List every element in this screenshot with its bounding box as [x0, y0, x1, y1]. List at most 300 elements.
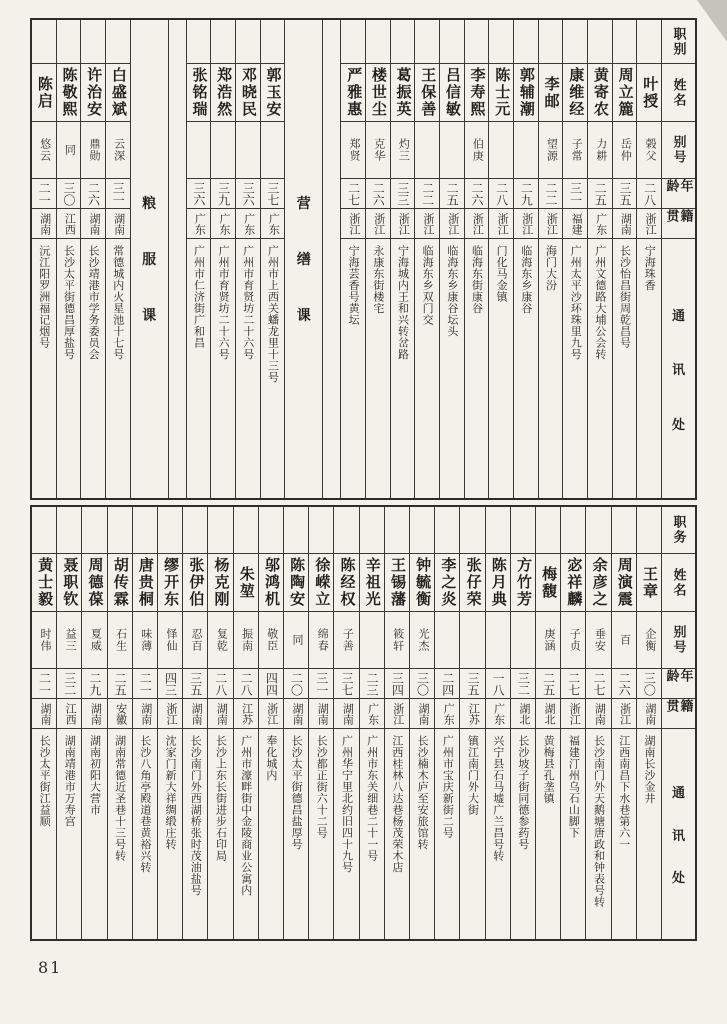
- age-cell: [536, 669, 560, 699]
- name-cell-text: 缪开东: [162, 557, 180, 608]
- native-origin-cell: [32, 699, 56, 729]
- name-cell-text: 严雅惠: [345, 67, 363, 118]
- name-cell: [81, 64, 105, 122]
- native-origin-cell: [106, 209, 130, 239]
- person-column: [283, 507, 308, 939]
- header-address-char: 通: [671, 785, 685, 801]
- alias-cell: [539, 122, 563, 179]
- address-cell: [32, 239, 56, 498]
- alias-cell: [440, 122, 464, 179]
- name-cell-text: 周演震: [615, 557, 633, 608]
- header-age-text: 年龄: [664, 669, 694, 684]
- duty-cell: [511, 507, 535, 554]
- address-cell: [133, 729, 157, 939]
- native-origin-cell-text: 湖南: [112, 212, 125, 235]
- name-cell-text: 黄寄农: [591, 67, 609, 118]
- name-cell-text: 郭辅潮: [517, 67, 535, 118]
- alias-cell-text: 绵春: [316, 628, 329, 652]
- native-origin-cell-text: 湖南: [38, 702, 51, 725]
- person-column: [510, 507, 535, 939]
- name-cell: [211, 64, 235, 122]
- header-duty-text: 职务: [671, 515, 687, 545]
- name-cell-text: 陈经权: [338, 557, 356, 608]
- native-origin-cell: [489, 209, 513, 239]
- native-origin-cell: [440, 209, 464, 239]
- address-cell: [32, 729, 56, 939]
- age-cell-text: 三六: [241, 181, 256, 206]
- alias-cell: [410, 612, 434, 669]
- name-cell-text: 康维经: [567, 67, 585, 118]
- native-origin-cell: [435, 699, 459, 729]
- duty-cell: [309, 507, 333, 554]
- person-column: [32, 507, 56, 939]
- native-origin-cell: [259, 699, 283, 729]
- age-cell: [211, 179, 235, 209]
- alias-cell-text: 筱轩: [391, 628, 404, 652]
- native-origin-cell-text: 湖南: [190, 702, 203, 725]
- alias-cell: [334, 612, 358, 669]
- alias-cell-text: 敬臣: [265, 628, 278, 652]
- age-cell-text: 二五: [113, 671, 128, 696]
- age-cell-text: 二九: [519, 181, 534, 206]
- duty-cell: [637, 507, 661, 554]
- address-cell: [236, 239, 260, 498]
- scan-corner-shadow: [697, 0, 727, 42]
- native-origin-cell-text: 湖南: [139, 702, 152, 725]
- person-column: [636, 20, 661, 498]
- native-origin-cell-text: 湖南: [38, 212, 51, 235]
- header-age: [662, 669, 695, 699]
- native-origin-cell: [234, 699, 258, 729]
- header-duty: [662, 507, 695, 554]
- header-address-char: 讯: [671, 362, 685, 377]
- header-alias: [662, 122, 695, 179]
- name-cell: [133, 554, 157, 612]
- alias-cell: [57, 122, 81, 179]
- person-column: [260, 20, 285, 498]
- person-column: [233, 507, 258, 939]
- address-cell-text: 长沙南门外西湖桥张时茂油盐号: [189, 735, 202, 896]
- alias-cell: [637, 612, 661, 669]
- duty-cell: [334, 507, 358, 554]
- address-cell-text: 宁海珠香: [643, 245, 656, 291]
- name-cell-text: 葛振英: [394, 67, 412, 118]
- alias-cell-text: 望源: [545, 138, 558, 162]
- native-origin-cell: [208, 699, 232, 729]
- name-cell-text: 陈士元: [493, 67, 511, 118]
- alias-cell-text: 百: [618, 634, 631, 646]
- duty-cell: [561, 507, 585, 554]
- alias-cell: [465, 122, 489, 179]
- native-origin-cell-text: 江西: [63, 212, 76, 235]
- section-divider-column: [130, 20, 168, 498]
- age-cell-text: 二一: [138, 671, 153, 696]
- person-column: [538, 20, 563, 498]
- name-cell: [57, 554, 81, 612]
- duty-cell: [536, 507, 560, 554]
- duty-cell: [586, 507, 610, 554]
- native-origin-cell-text: 安徽: [114, 702, 127, 725]
- native-origin-cell-text: 湖南: [593, 702, 606, 725]
- native-origin-cell: [563, 209, 587, 239]
- native-origin-cell-text: 湖南: [290, 702, 303, 725]
- alias-cell: [133, 612, 157, 669]
- name-cell-text: 陈敬熙: [60, 67, 78, 118]
- address-cell: [486, 729, 510, 939]
- name-cell-text: 朱堃: [237, 565, 255, 600]
- name-cell-text: 周德葆: [86, 557, 104, 608]
- native-origin-cell: [309, 699, 333, 729]
- alias-cell: [32, 122, 56, 179]
- native-origin-cell-text: 浙江: [164, 702, 177, 725]
- alias-cell: [385, 612, 409, 669]
- age-cell-text: 二八: [494, 181, 509, 206]
- address-cell: [563, 239, 587, 498]
- name-cell-text: 王保善: [419, 67, 437, 118]
- address-cell: [561, 729, 585, 939]
- age-cell: [284, 669, 308, 699]
- age-cell: [460, 669, 484, 699]
- name-cell: [465, 64, 489, 122]
- name-cell: [489, 64, 513, 122]
- address-cell: [539, 239, 563, 498]
- age-cell: [588, 179, 612, 209]
- person-column: [414, 20, 439, 498]
- address-cell: [366, 239, 390, 498]
- native-origin-cell: [465, 209, 489, 239]
- age-cell-text: 三五: [617, 181, 632, 206]
- name-cell: [208, 554, 232, 612]
- address-cell: [613, 239, 637, 498]
- address-cell-text: 长沙怡昌街周乾昌号: [618, 245, 631, 349]
- alias-cell: [637, 122, 661, 179]
- native-origin-cell-text: 江苏: [467, 702, 480, 725]
- name-cell-text: 宓祥麟: [565, 557, 583, 608]
- name-cell-text: 方竹芳: [514, 557, 532, 608]
- native-origin-cell: [236, 209, 260, 239]
- age-cell-text: 二八: [213, 671, 228, 696]
- native-origin-cell-text: 浙江: [265, 702, 278, 725]
- empty-column: [168, 20, 186, 498]
- alias-cell: [489, 122, 513, 179]
- native-origin-cell-text: 浙江: [496, 212, 509, 235]
- age-cell: [341, 179, 365, 209]
- name-cell-text: 胡传霖: [111, 557, 129, 608]
- alias-cell: [366, 122, 390, 179]
- age-cell-text: 一八: [491, 671, 506, 696]
- header-alias-text: 别号: [671, 135, 687, 165]
- age-cell: [236, 179, 260, 209]
- header-name-text: 姓名: [671, 567, 687, 598]
- address-cell-text: 广州市濠畔街中金陵商业公寓内: [239, 735, 252, 896]
- age-cell-text: 三〇: [642, 671, 657, 696]
- alias-cell: [588, 122, 612, 179]
- address-cell-text: 兴宁县石马墟广兰昌号转: [491, 735, 504, 862]
- age-cell-text: 三一: [568, 181, 583, 206]
- address-cell: [410, 729, 434, 939]
- person-column: [439, 20, 464, 498]
- age-cell-text: 四三: [163, 671, 178, 696]
- duty-cell: [236, 20, 260, 64]
- native-origin-cell: [284, 699, 308, 729]
- alias-cell: [586, 612, 610, 669]
- alias-cell-text: 光杰: [417, 628, 429, 652]
- address-cell-text: 长沙太平街江益顺: [38, 735, 51, 827]
- address-cell: [234, 729, 258, 939]
- name-cell-text: 李邮: [542, 75, 560, 110]
- duty-cell: [106, 20, 130, 64]
- duty-cell: [460, 507, 484, 554]
- name-cell: [334, 554, 358, 612]
- age-cell: [539, 179, 563, 209]
- section-label-char: 服: [142, 251, 157, 267]
- duty-cell: [81, 20, 105, 64]
- person-column: [80, 20, 105, 498]
- address-cell: [385, 729, 409, 939]
- native-origin-cell-text: 浙江: [618, 702, 631, 725]
- name-cell: [613, 64, 637, 122]
- native-origin-cell-text: 浙江: [644, 212, 657, 235]
- header-address: [662, 729, 695, 939]
- age-cell-text: 二五: [445, 181, 460, 206]
- age-cell: [334, 669, 358, 699]
- duty-cell: [32, 20, 56, 64]
- alias-cell: [211, 122, 235, 179]
- address-cell-text: 广州市育贤坊二十六号: [217, 245, 230, 360]
- age-cell-text: 二六: [371, 181, 386, 206]
- section-label-char: 课: [296, 307, 311, 323]
- name-cell: [385, 554, 409, 612]
- address-cell-text: 湖南初阳大营市: [88, 735, 101, 816]
- native-origin-cell: [588, 209, 612, 239]
- age-cell-text: 三六: [191, 181, 206, 206]
- alias-cell-text: 垂安: [593, 628, 606, 652]
- header-native-text: 籍贯: [664, 209, 694, 224]
- alias-cell: [57, 612, 81, 669]
- age-cell: [57, 669, 81, 699]
- name-cell: [360, 554, 384, 612]
- duty-cell: [486, 507, 510, 554]
- person-column: [434, 507, 459, 939]
- header-address: [662, 239, 695, 498]
- address-cell: [108, 729, 132, 939]
- native-origin-cell-text: 湖南: [341, 702, 354, 725]
- duty-cell: [187, 20, 211, 64]
- address-cell: [415, 239, 439, 498]
- roster-table-top: [30, 18, 697, 500]
- address-cell-text: 长沙靖港市学务委员会: [87, 245, 100, 360]
- address-cell: [460, 729, 484, 939]
- age-cell: [234, 669, 258, 699]
- address-cell-text: 长沙南门外天鹅塘唐政和钟表号转: [592, 735, 605, 908]
- alias-cell: [208, 612, 232, 669]
- header-age-text: 年龄: [664, 179, 694, 194]
- alias-cell-text: 悠云: [38, 138, 51, 162]
- person-column: [587, 20, 612, 498]
- age-cell: [208, 669, 232, 699]
- name-cell: [284, 554, 308, 612]
- person-column: [365, 20, 390, 498]
- name-cell-text: 钟毓衡: [414, 557, 432, 608]
- native-origin-cell-text: 湖南: [643, 702, 656, 725]
- native-origin-cell: [158, 699, 182, 729]
- address-cell-text: 临海东乡康谷坛头: [445, 245, 458, 337]
- person-column: [333, 507, 358, 939]
- address-cell-text: 广州市仁济街广和昌: [192, 245, 205, 349]
- age-cell-text: 三九: [216, 181, 231, 206]
- person-column: [210, 20, 235, 498]
- address-cell: [341, 239, 365, 498]
- native-origin-cell-text: 湖南: [316, 702, 329, 725]
- age-cell-text: 三二: [62, 671, 77, 696]
- alias-cell: [284, 612, 308, 669]
- address-cell-text: 长沙坡子街同德参药号: [516, 735, 529, 850]
- native-origin-cell: [612, 699, 636, 729]
- address-cell-text: 江西桂林八达巷杨茂荣木店: [390, 735, 403, 873]
- native-origin-cell: [410, 699, 434, 729]
- name-cell: [366, 64, 390, 122]
- age-cell-text: 二二: [420, 181, 435, 206]
- duty-cell: [284, 507, 308, 554]
- duty-cell: [208, 507, 232, 554]
- name-cell-text: 李之炎: [439, 557, 457, 608]
- age-cell: [637, 179, 661, 209]
- address-cell: [208, 729, 232, 939]
- alias-cell-text: 伯庚: [471, 138, 484, 162]
- person-column: [560, 507, 585, 939]
- name-cell: [460, 554, 484, 612]
- name-cell: [637, 554, 661, 612]
- name-cell-text: 唐贵桐: [136, 557, 154, 608]
- duty-cell: [435, 507, 459, 554]
- section-label-char: 课: [142, 307, 157, 323]
- native-origin-cell: [261, 209, 285, 239]
- header-address-char: 讯: [671, 827, 685, 843]
- native-origin-cell: [187, 209, 211, 239]
- name-cell: [341, 64, 365, 122]
- alias-cell: [360, 612, 384, 669]
- person-column: [464, 20, 489, 498]
- duty-cell: [57, 20, 81, 64]
- name-cell: [82, 554, 106, 612]
- person-column: [56, 507, 81, 939]
- duty-cell: [588, 20, 612, 64]
- address-cell-text: 长沙上东长街进步石印局: [214, 735, 227, 862]
- age-cell-text: 三五: [465, 671, 480, 696]
- age-cell: [563, 179, 587, 209]
- alias-cell-text: 企衡: [643, 628, 656, 652]
- address-cell-text: 宁海芸香号黄坛: [347, 245, 360, 326]
- age-cell: [309, 669, 333, 699]
- header-native-text: 籍贯: [664, 699, 694, 714]
- person-column: [359, 507, 384, 939]
- duty-cell: [563, 20, 587, 64]
- address-cell-text: 福建汀州乌石山脚下: [567, 735, 580, 839]
- alias-cell-text: 岳仲: [619, 138, 632, 162]
- age-cell-text: 二九: [87, 671, 102, 696]
- address-cell: [158, 729, 182, 939]
- age-cell-text: 二三: [365, 671, 380, 696]
- alias-cell: [108, 612, 132, 669]
- name-cell: [236, 64, 260, 122]
- alias-cell: [183, 612, 207, 669]
- address-cell: [187, 239, 211, 498]
- age-cell: [586, 669, 610, 699]
- age-cell: [385, 669, 409, 699]
- alias-cell: [32, 612, 56, 669]
- roster-table-bottom: [30, 505, 697, 941]
- name-cell: [309, 554, 333, 612]
- age-cell-text: 三三: [395, 181, 410, 206]
- section-label-char: 粮: [142, 195, 157, 211]
- alias-cell-text: 榖父: [644, 138, 657, 162]
- address-cell: [465, 239, 489, 498]
- age-cell: [613, 179, 637, 209]
- age-cell-text: 二六: [617, 671, 632, 696]
- header-address-char: 处: [671, 416, 685, 432]
- address-cell-text: 宁海城内王和兴转岔路: [396, 245, 409, 360]
- address-cell-text: 广州市上西关蟠龙里十三号: [266, 245, 279, 383]
- native-origin-cell: [637, 209, 661, 239]
- native-origin-cell-text: 浙江: [446, 212, 459, 235]
- person-column: [182, 507, 207, 939]
- native-origin-cell: [82, 699, 106, 729]
- native-origin-cell: [586, 699, 610, 729]
- person-column: [612, 20, 637, 498]
- address-cell-text: 沈家门新大祥绸缎庄转: [164, 735, 177, 850]
- native-origin-cell: [32, 209, 56, 239]
- alias-cell-text: 味薄: [139, 628, 152, 652]
- native-origin-cell-text: 湖北: [543, 702, 556, 725]
- native-origin-cell: [81, 209, 105, 239]
- person-column: [258, 507, 283, 939]
- name-cell: [259, 554, 283, 612]
- age-cell-text: 四四: [264, 671, 279, 696]
- native-origin-cell: [133, 699, 157, 729]
- native-origin-cell: [57, 699, 81, 729]
- address-cell: [440, 239, 464, 498]
- alias-cell-text: 时伟: [38, 628, 51, 652]
- duty-cell: [385, 507, 409, 554]
- duty-cell: [158, 507, 182, 554]
- native-origin-cell-text: 广东: [366, 702, 379, 725]
- age-cell-text: 三〇: [61, 181, 76, 206]
- age-cell-text: 三七: [265, 181, 280, 206]
- alias-cell: [106, 122, 130, 179]
- native-origin-cell-text: 浙江: [397, 212, 410, 235]
- address-cell-text: 长沙太平街德昌厚盐号: [62, 245, 75, 360]
- address-cell-text: 常德城内火星池十七号: [111, 245, 124, 360]
- native-origin-cell-text: 广东: [242, 212, 255, 235]
- alias-cell: [234, 612, 258, 669]
- person-column: [340, 20, 365, 498]
- person-column: [56, 20, 81, 498]
- duty-cell: [341, 20, 365, 64]
- alias-cell: [82, 612, 106, 669]
- alias-cell-text: 子善: [341, 628, 354, 652]
- address-cell-text: 广州华宁里北约旧四十九号: [340, 735, 353, 873]
- name-cell: [514, 64, 538, 122]
- name-cell: [183, 554, 207, 612]
- native-origin-cell-text: 江西: [64, 702, 77, 725]
- address-cell-text: 黄梅县孔垄镇: [542, 735, 555, 804]
- name-cell-text: 黄士毅: [36, 557, 54, 608]
- native-origin-cell: [415, 209, 439, 239]
- person-column: [585, 507, 610, 939]
- native-origin-cell-text: 湖南: [89, 702, 102, 725]
- name-cell-text: 楼世尘: [369, 67, 387, 118]
- name-cell-text: 郑浩然: [215, 67, 233, 118]
